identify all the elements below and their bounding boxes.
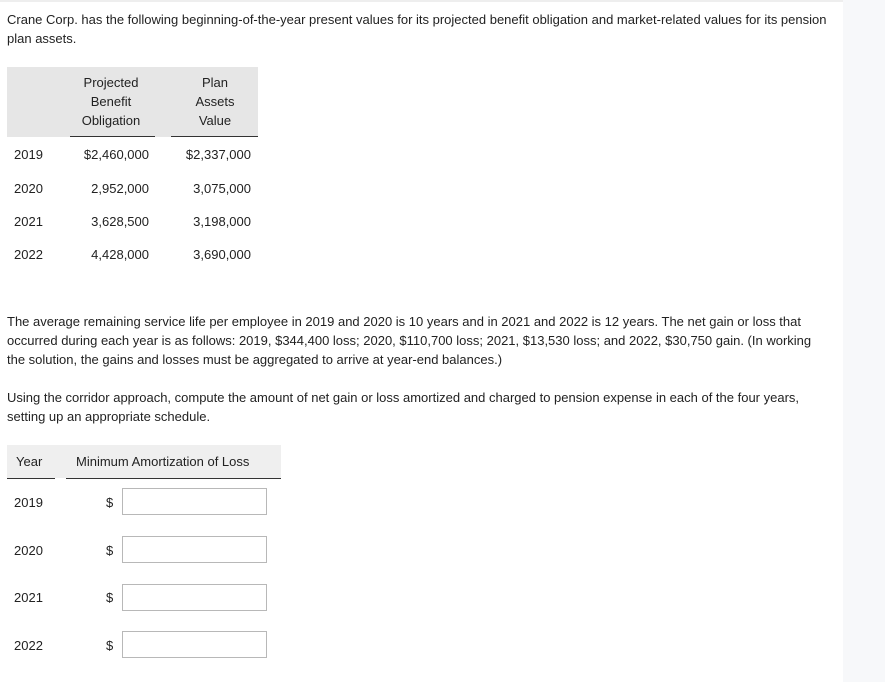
amortization-header-rule [66, 478, 281, 479]
right-gutter [843, 0, 885, 682]
service-life-text: The average remaining service life per employee in 2019 and 2020 is 10 years and in 2021 and 2022 is 12 years. The net gain or loss that occurred during each year is as follows: 2019, $344,400 loss; 2020, $110,700 loss; 2021, $13,530 loss; and 2022, $30,750 gain. (In working the solution, the gains and losses must be aggregated to arrive at year-end balances.) [7, 314, 812, 367]
row-year: 2022 [14, 247, 43, 262]
row-plan-assets: $2,337,000 [185, 147, 251, 162]
answer-row-year: 2022 [14, 638, 43, 653]
intro-text: Crane Corp. has the following beginning-of-the-year present values for its projected benefit obligation and market-related values for its pension plan assets. [7, 12, 827, 46]
plan-assets-column-header: Plan Assets Value [195, 75, 235, 128]
answer-row-year: 2019 [14, 495, 43, 510]
row-pbo: 4,428,000 [91, 247, 149, 262]
row-plan-assets: 3,075,000 [193, 181, 251, 196]
amortization-input-2022[interactable] [122, 631, 267, 658]
dollar-sign: $ [106, 543, 114, 558]
answer-row-year: 2020 [14, 543, 43, 558]
values-table-row [0, 214, 270, 234]
row-year: 2019 [14, 147, 43, 162]
dollar-sign: $ [106, 638, 114, 653]
amortization-column-header: Minimum Amortization of Loss [76, 454, 250, 469]
top-divider [0, 0, 843, 2]
row-pbo: 2,952,000 [91, 181, 149, 196]
row-pbo: $2,460,000 [83, 147, 149, 162]
row-year: 2020 [14, 181, 43, 196]
plan-assets-header-rule [171, 136, 258, 137]
answer-table-header [7, 445, 281, 478]
row-year: 2021 [14, 214, 43, 229]
pbo-column-header: Projected Benefit Obligation [81, 75, 141, 128]
values-table-row [0, 181, 270, 201]
row-pbo: 3,628,500 [91, 214, 149, 229]
dollar-sign: $ [106, 590, 114, 605]
year-column-header: Year [16, 454, 43, 469]
answer-row-year: 2021 [14, 590, 43, 605]
amortization-input-2021[interactable] [122, 584, 267, 611]
row-plan-assets: 3,690,000 [193, 247, 251, 262]
values-table-row [0, 147, 270, 167]
values-table-row [0, 247, 270, 267]
values-table-header [7, 67, 258, 137]
row-plan-assets: 3,198,000 [193, 214, 251, 229]
year-header-rule [7, 478, 55, 479]
dollar-sign: $ [106, 495, 114, 510]
instructions-text: Using the corridor approach, compute the amount of net gain or loss amortized and charged to pension expense in each of the four years, setting up an appropriate schedule. [7, 390, 800, 424]
amortization-input-2020[interactable] [122, 536, 267, 563]
amortization-input-2019[interactable] [122, 488, 267, 515]
pbo-header-rule [70, 136, 155, 137]
